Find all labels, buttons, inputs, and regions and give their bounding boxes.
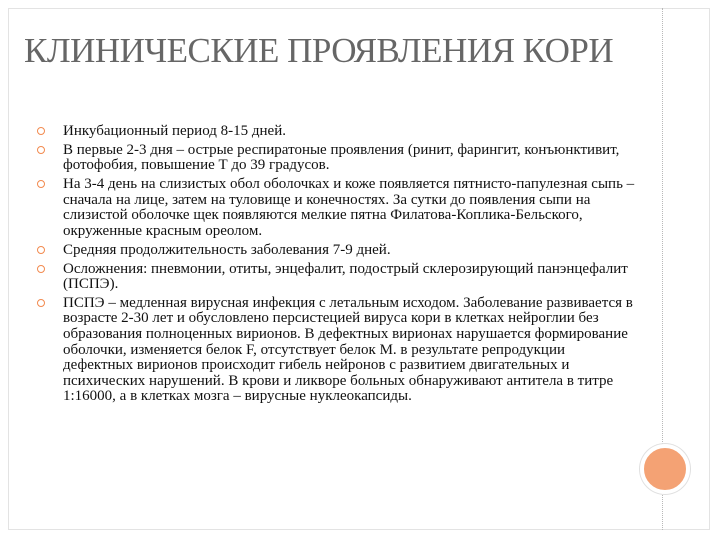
bullet-text: Осложнения: пневмонии, отиты, энцефалит, подострый склерозирующий панэнцефалит (ПСПЭ). <box>63 260 628 293</box>
bullet-text: Инкубационный период 8-15 дней. <box>63 123 286 139</box>
hollow-circle-bullet-icon <box>36 296 63 311</box>
slide-title: КЛИНИЧЕСКИЕ ПРОЯВЛЕНИЯ КОРИ <box>24 31 614 70</box>
bullet-item-sspe <box>36 296 636 405</box>
bullet-item-rash <box>36 177 636 239</box>
bullet-item-incubation <box>36 124 636 140</box>
bullet-text: ПСПЭ – медленная вирусная инфекция с летальным исходом. Заболевание развивается в возрасте 2-30 лет и обусловлено персистецией вируса кори в клетках нейроглии без образования полноценных вирионов. В дефектных вирионах нарушается формирование оболочки, изменяется белок F, отсутствует белок М. в результате репродукции дефектных вирионов происходит гибель нейронов с развитием двигательных и психических нарушений. В крови и ликворе больных обнаруживают антитела в титре 1:16000, а в клетках мозга – вирусные нуклеокапсиды. <box>63 294 633 405</box>
bullet-text: В первые 2-3 дня – острые респиратоные проявления (ринит, фарингит, конъюнктивит, фотофобия, повышение Т до 39 градусов. <box>63 141 620 174</box>
orange-circle-icon <box>640 444 690 494</box>
hollow-circle-bullet-icon <box>36 177 63 192</box>
hollow-circle-bullet-icon <box>36 124 63 139</box>
bullet-item-respiratory <box>36 143 636 174</box>
hollow-circle-bullet-icon <box>36 243 63 258</box>
hollow-circle-bullet-icon <box>36 143 63 158</box>
bullet-item-complications <box>36 262 636 293</box>
bullet-text: Средняя продолжительность заболевания 7-9 дней. <box>63 241 391 258</box>
hollow-circle-bullet-icon <box>36 262 63 277</box>
bullet-item-duration <box>36 243 636 259</box>
bullet-text: На 3-4 день на слизистых обол оболочках и коже появляется пятнисто-папулезная сыпь – сначала на лице, затем на туловище и конечностях. За сутки до появления сыпи на слизистой оболочке щек появляются мелкие пятна Филатова-Коплика-Бельского, окруженные красным ореолом. <box>63 176 635 239</box>
bullet-list <box>36 124 636 408</box>
